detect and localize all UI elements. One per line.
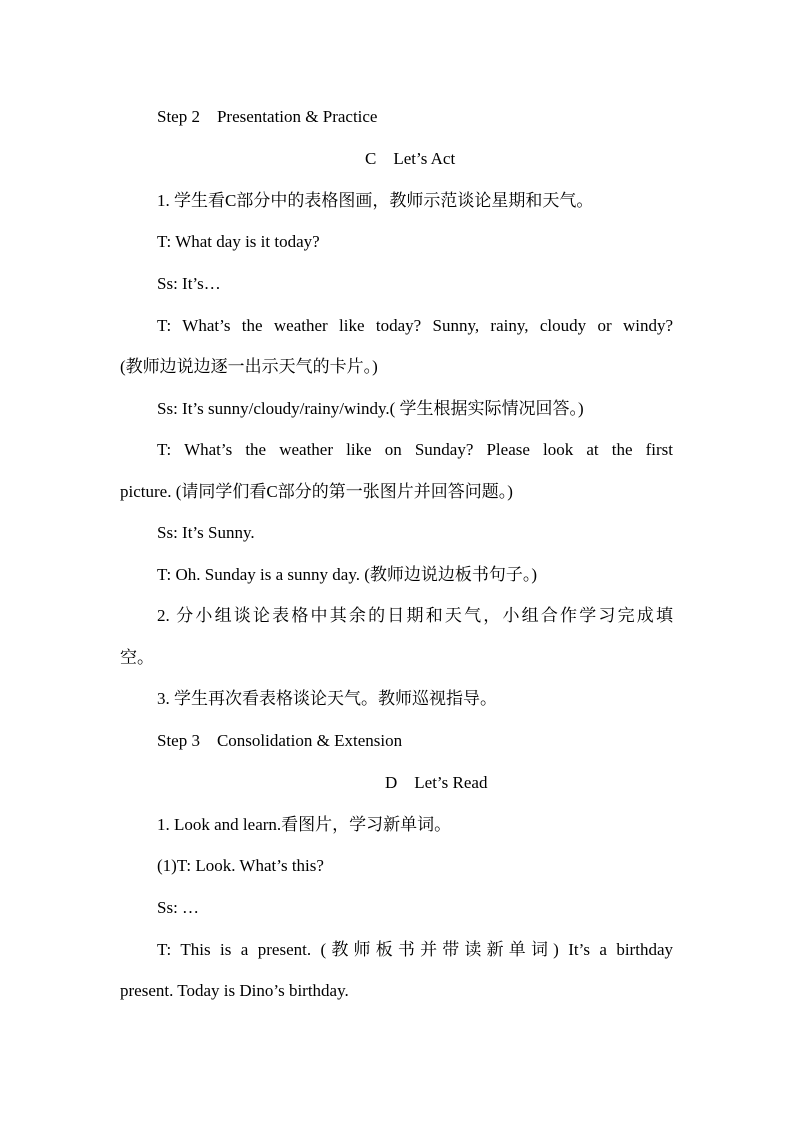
section-c-heading: C Let’s Act xyxy=(365,149,456,168)
dialogue-line-continued: (教师边说边逐一出示天气的卡片。) xyxy=(120,357,378,376)
section-d-heading: D Let’s Read xyxy=(385,773,488,792)
dialogue-line: T: This is a present. (教师板书并带读新单词) It’s a birthday xyxy=(157,940,673,959)
dialogue-line: T: What’s the weather like today? Sunny, rainy, cloudy or windy? xyxy=(157,316,673,335)
dialogue-line: T: What day is it today? xyxy=(157,232,320,251)
dialogue-line: Ss: … xyxy=(157,898,200,917)
dialogue-line: (1)T: Look. What’s this? xyxy=(157,856,324,875)
paragraph-c2-continued: 空。 xyxy=(120,648,154,667)
dialogue-line: Ss: It’s sunny/cloudy/rainy/windy.( 学生根据实际情况回答。) xyxy=(157,399,584,418)
paragraph-c2: 2. 分小组谈论表格中其余的日期和天气，小组合作学习完成填 xyxy=(157,606,673,625)
paragraph-c1: 1. 学生看C部分中的表格图画，教师示范谈论星期和天气。 xyxy=(157,191,594,210)
step-2-heading: Step 2 Presentation & Practice xyxy=(157,107,378,126)
dialogue-line: T: What’s the weather like on Sunday? Please look at the first xyxy=(157,440,673,459)
dialogue-line-continued: picture. (请同学们看C部分的第一张图片并回答问题。) xyxy=(120,482,513,501)
step-3-heading: Step 3 Consolidation & Extension xyxy=(157,731,403,750)
dialogue-line-continued: present. Today is Dino’s birthday. xyxy=(120,981,349,1000)
dialogue-line: Ss: It’s… xyxy=(157,274,221,293)
dialogue-line: T: Oh. Sunday is a sunny day. (教师边说边板书句子。) xyxy=(157,565,538,584)
paragraph-d1: 1. Look and learn.看图片，学习新单词。 xyxy=(157,815,452,834)
paragraph-c3: 3. 学生再次看表格谈论天气。教师巡视指导。 xyxy=(157,689,497,708)
dialogue-line: Ss: It’s Sunny. xyxy=(157,523,255,542)
